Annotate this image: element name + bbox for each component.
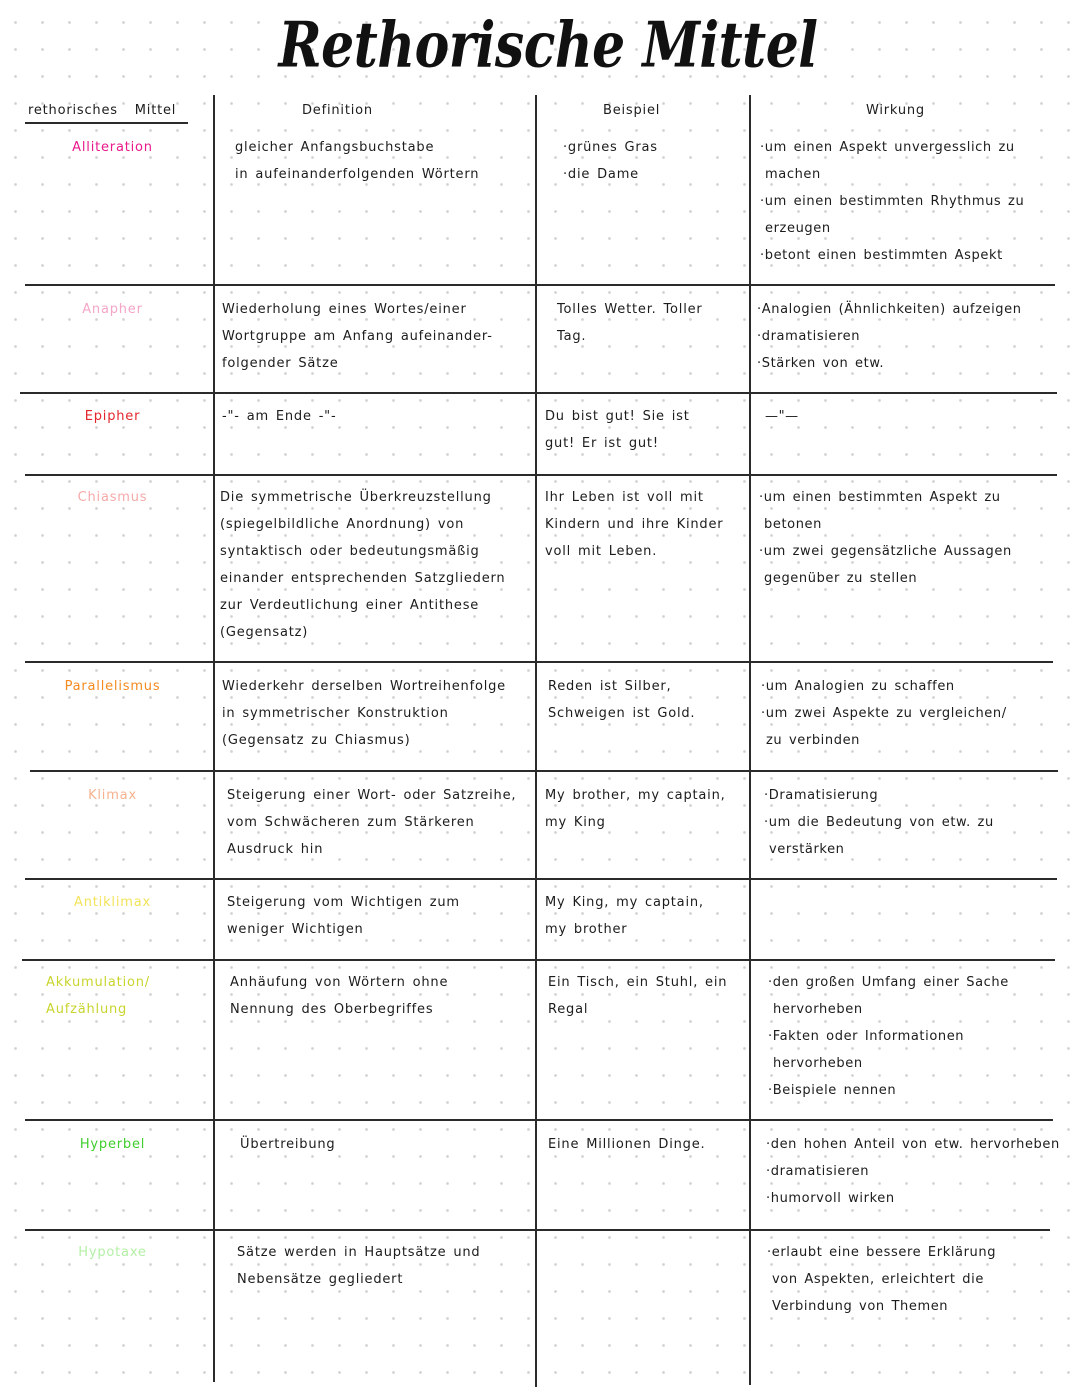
beispiel-cell [543,1131,705,1158]
text-line: ·um die Bedeutung von etw. zu [764,815,994,830]
term-label [25,403,200,430]
text-line: ·um Analogien zu schaffen [761,679,955,694]
definition-cell [222,673,506,754]
text-line: weniger Wichtigen [227,922,364,937]
text-line: einander entsprechenden Satzgliedern [220,571,506,586]
text-line: ·grünes Gras [563,140,658,155]
text-line: Regal [548,1002,589,1017]
text-line: My brother, my captain, [545,788,726,803]
text-line: ·betont einen bestimmten Aspekt [760,248,1003,263]
text-line: ·Fakten oder Informationen [768,1029,965,1044]
header-definition: Definition [302,103,373,118]
text-line: Anapher [82,302,143,317]
beispiel-cell [552,296,703,350]
row-divider [20,392,1057,394]
text-line: my brother [545,922,628,937]
text-line: ·die Dame [563,167,639,182]
definition-cell [237,1239,480,1293]
text-line: my King [545,815,606,830]
text-line: ·um einen bestimmten Aspekt zu [759,490,1001,505]
wirkung-cell [768,969,1009,1104]
text-line: Die symmetrische Überkreuzstellung [220,490,492,505]
text-line: Tolles Wetter. Toller [557,302,703,317]
term-label [46,969,206,1023]
row-divider [22,959,1055,961]
text-line: ·Beispiele nennen [768,1083,897,1098]
text-line: ·humorvoll wirken [766,1191,895,1206]
wirkung-cell [767,1239,996,1320]
row-divider [25,878,1057,880]
text-line: Chiasmus [77,490,148,505]
definition-cell [220,484,505,646]
text-line: zu verbinden [766,733,861,748]
row-divider [30,770,1058,772]
wirkung-cell [760,403,799,430]
term-label [25,673,200,700]
text-line: My King, my captain, [545,895,704,910]
text-line: ·um zwei gegensätzliche Aussagen [759,544,1012,559]
term-label [25,484,200,511]
text-line: Wiederkehr derselben Wortreihenfolge [222,679,506,694]
text-line: Epipher [84,409,141,424]
text-line: gleicher Anfangsbuchstabe [235,140,435,155]
text-line: Antiklimax [74,895,151,910]
text-line: -"- am Ende -"- [222,409,337,424]
term-label [25,782,200,809]
text-line: Ein Tisch, ein Stuhl, ein [548,975,728,990]
beispiel-cell [563,134,658,188]
text-line: ·dramatisieren [757,329,861,344]
definition-cell [222,403,336,430]
beispiel-cell [540,782,726,836]
text-line: Nennung des Oberbegriffes [230,1002,434,1017]
definition-cell [227,889,460,943]
text-line: gegenüber zu stellen [764,571,918,586]
row-divider [25,1119,1053,1121]
text-line: hervorheben [773,1056,863,1071]
header-term: rethorisches Mittel [28,103,177,118]
text-line: folgender Sätze [222,356,339,371]
text-line: (Gegensatz zu Chiasmus) [222,733,411,748]
text-line: in symmetrischer Konstruktion [222,706,449,721]
text-line: —"— [765,409,799,424]
text-line: Hypotaxe [78,1245,147,1260]
text-line: (spiegelbildliche Anordnung) von [220,517,465,532]
text-line: Steigerung einer Wort- oder Satzreihe, [227,788,517,803]
text-line: (Gegensatz) [220,625,309,640]
beispiel-cell [540,889,704,943]
text-line: Reden ist Silber, [548,679,672,694]
beispiel-cell [543,969,727,1023]
wirkung-cell [766,1131,1060,1212]
text-line: Akkumulation/ [46,975,150,990]
text-line: Du bist gut! Sie ist [545,409,690,424]
header-wirkung: Wirkung [866,103,925,118]
text-line: ·um einen bestimmten Rhythmus zu [760,194,1025,209]
text-line: zur Verdeutlichung einer Antithese [220,598,480,613]
wirkung-cell [764,782,994,863]
term-label [25,1239,200,1266]
definition-cell [240,1131,335,1158]
text-line: gut! Er ist gut! [545,436,659,451]
beispiel-cell [540,484,723,565]
column-divider [535,95,537,1387]
term-label [25,1131,200,1158]
text-line: Verbindung von Themen [772,1299,949,1314]
definition-cell [230,969,448,1023]
term-label [25,296,200,323]
header-underline [25,122,188,124]
text-line: ·um zwei Aspekte zu vergleichen/ [761,706,1007,721]
text-line: voll mit Leben. [545,544,658,559]
wirkung-cell [757,296,1022,377]
text-line: ·Stärken von etw. [757,356,885,371]
text-line: Übertreibung [240,1137,336,1152]
text-line: Wiederholung eines Wortes/einer [222,302,467,317]
row-divider [25,661,1053,663]
text-line: syntaktisch oder bedeutungsmäßig [220,544,480,559]
text-line: ·Analogien (Ähnlichkeiten) aufzeigen [757,302,1022,317]
text-line: ·den hohen Anteil von etw. hervorheben [766,1137,1060,1152]
header-beispiel: Beispiel [603,103,661,118]
text-line: Parallelismus [64,679,161,694]
text-line: Hyperbel [79,1137,146,1152]
page-title: Rethorische Mittel [278,8,818,82]
text-line: Anhäufung von Wörtern ohne [230,975,449,990]
wirkung-cell [760,134,1024,269]
text-line: Schweigen ist Gold. [548,706,696,721]
text-line: Ausdruck hin [227,842,324,857]
text-line: in aufeinanderfolgenden Wörtern [235,167,480,182]
beispiel-cell [540,403,690,457]
definition-cell [222,296,493,377]
text-line: ·den großen Umfang einer Sache [768,975,1009,990]
text-line: von Aspekten, erleichtert die [772,1272,984,1287]
text-line: Sätze werden in Hauptsätze und [237,1245,481,1260]
text-line: vom Schwächeren zum Stärkeren [227,815,475,830]
text-line: Nebensätze gegliedert [237,1272,404,1287]
text-line: erzeugen [765,221,831,236]
text-line: verstärken [769,842,845,857]
text-line: machen [765,167,821,182]
text-line: hervorheben [773,1002,863,1017]
beispiel-cell [543,673,695,727]
text-line: Ihr Leben ist voll mit [545,490,704,505]
text-line: Tag. [557,329,587,344]
text-line: ·Dramatisierung [764,788,879,803]
term-label [25,889,200,916]
definition-cell [235,134,479,188]
text-line: Steigerung vom Wichtigen zum [227,895,460,910]
row-divider [25,1229,1050,1231]
wirkung-cell [759,484,1012,592]
row-divider [25,284,1055,286]
column-divider [213,95,215,1382]
row-divider [25,474,1057,476]
definition-cell [227,782,516,863]
text-line: Kindern und ihre Kinder [545,517,724,532]
text-line: ·dramatisieren [766,1164,870,1179]
text-line: Eine Millionen Dinge. [548,1137,706,1152]
wirkung-cell [761,673,1007,754]
text-line: Alliteration [72,140,153,155]
text-line: Wortgruppe am Anfang aufeinander- [222,329,493,344]
text-line: Aufzählung [46,1002,128,1017]
text-line: ·um einen Aspekt unvergesslich zu [760,140,1015,155]
text-line: Klimax [88,788,137,803]
text-line: ·erlaubt eine bessere Erklärung [767,1245,997,1260]
term-label [25,134,200,161]
text-line: betonen [764,517,822,532]
column-divider [749,95,751,1385]
